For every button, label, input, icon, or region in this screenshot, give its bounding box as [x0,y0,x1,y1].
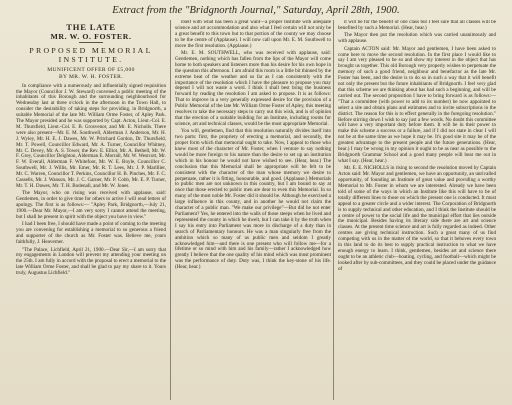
paragraph: Mr. E. E. NICHOLLS in rising to second the resolution moved by Captain Acton said: Mr. Mayor and gentlemen, we have an opportunity, an unrivalled opportunity, of founding an Institute of great value and providing a worthy Memorial to Mr. Foster in whom we are interested. Already we have been told of some of the ways in which an Institute like this will have to be of totally different lines to those on which the present one is conducted. It must appeal to a greater circle and a wider interest. The Corporation of Bridgnorth is to supply technical and other education, and I think the Institute should be a centre of power to the social life and the municipal effort that lies outside the municipal. Besides having its literary side there are art and science classes. At the present time science and art is fully regarded as indeed. Other centres are giving technical instruction. Such a great many of us find competing with us in the matter of the world, so that it behoves every town in this land to do its best to supply practical instruction to what we have enough energy to learn. I think, gentlemen, besides art and science there ought to be an athletic club—boating, cycling, and football—which might be looked after by sub-committees, and they could be placed under the guidance of [338,165,496,272]
article-subtitle-line1: MUNIFICENT OFFER OF £5,000 [47,66,135,73]
paragraph: The Mayor, who on rising was received with applause, said: Gentlemen, in order to give time for others to arrive I will read letters of apology. The first is as follows:— "Apley Park, Bridgnorth,—July 21, 1900.—Dear Mr. Mayor,—I am very sorry I cannot attend the meeting, but I shall be present in spirit with the object you have in view." [16,190,166,221]
paragraph: In compliance with a numerously and influentially signed requisition the Mayor (Councillor J. W. Steward) convened a public meeting of the inhabitants of this Borough and the surrounding neighbourhood for Wednesday last at three o'clock in the afternoon in the Town Hall, to consider the desirability of taking steps for providing, in Bridgnorth, a suitable Memorial of the late Mr. William Orme Foster, of Apley Park. The Mayor presided and he was supported by Capt. Acton, Lieut.-Col. E. M. Thursfield, Lieut.-Col. E. B. Grosvenor, and Mr. E. Nicholls. There were also present—Mr. E. M. Southwell, Alderman J. Anderson, Mr. H. J. Wyley, Mr. H. E. J. Dawes, Mr. W. Pritchard Gordon, Dr. Thursfield, Mr. T. Powell, Councillor Edward, Mr. A. Turner, Councillor Whitney, Mr. C. Devey, Mr. A. S. Tower, the Rev. E. Elliot, Mr. A. Bethell, Mr. W. F. Grey, Councillor Deighton, Alderman E. Morrall, Mr. W. Westcott, Mr. F. W. Everall, Alderman F. Whitefoot, Mr. W. E. Boyle, Councillor C. Southwell, Mr. J. Willis, Mr. Emer, Mr. R. T. Lees, Mr. J. P. Marillier, Mr. C. Warren, Councillor T. Perkins, Councillor H. B. Pinches, Mr. F. C. Cassells, Mr. J. Wanson, Mr. J. C. Garner, Mr. P. Cobb, Mr. E. P. Turner, Mr. T. H. Dawes, Mr. T. H. Bodenall, and Mr. W. Jones. [16,82,166,189]
article-title-line1: THE LATE [66,22,116,32]
title-divider [79,42,103,43]
paragraph: The Mayor then put the resolution which was carried unanimously and with applause. [338,32,496,45]
column-1 [16,20,166,403]
paragraph: Mr. E. M. SOUTHWELL, who was received with applause, said: Gentlemen, nothing which has fallen from the lips of the Mayor will come home to both speakers and listeners more than his desire for his own hope in the question this afternoon. I am afraid this room is a little bit thinned by the extreme heat of the weather and so far as I can consistently with the importance of the resolution which I have the pleasure to propose you may depend I will not waste a word. I think I shall best bring the business forward by reading the resolution I am asked to propose. It is as follows: That to improve in a very generally expressed desire for the provision of a Public Memorial of the late Mr. William Orme Foster of Apley, this meeting resolves to take the necessary steps to carry out this wish, and is of opinion that the erection of a suitable building for an Institute, including rooms for science, art and technical classes, would be the most appropriate Memorial. [175,50,331,127]
article-subtitle-line2: BY MR. W. H. FOSTER. [58,74,124,81]
paragraph: I had I been free, I should have made a point of coming to the meeting you are convening for establishing a memorial to so generous a friend and supporter of the church as Mr. Foster was. Believe me, yours faithfully, J. Heaverner. [16,221,166,246]
article-title-line3: PROPOSED MEMORIAL [29,45,153,55]
paragraph: Captain ACTON said: Mr. Mayor and gentlemen, I have been asked to come here to move the second resolution. In the first place I would like to say I am very pleased to be so and show my interest in the object that has brought us together. This old Borough very properly wishes to perpetuate the memory of such a good friend, neighbour and benefactor as the late Mr. Foster has been, and the desire is to do so in such a way that it will benefit not only the present but the future inhabitants of Bridgnorth. I feel very glad that this scheme we are thinking about has had such a beginning, and will be carried out. The second proposition I have to bring forward is as follows:— "That a committee (with power to add to its number) be now appointed to select a site and obtain plans and estimates and to invite subscriptions in the district. The reason for this is to effect generally in the foregoing resolution." Before stirring down I wish to say just a few words. No doubt this committee will have a very important duty before them. It will be in their power to make this scheme a success or a failure, and if I did not state in clear I will not be at the same time as we hope it may be. It's good site it may be of the greatest advantage to the present people and the future generations. (Hear, hear.) I may be wrong in my opinion it ought to be as near as possible to the Bridgnorth Grammar School and a good many people will bear me out in what I say. (Hear, hear.) [338,45,496,164]
column-rule [333,20,334,400]
paragraph: it will be for the benefit of one class but I feel sure that all classes will be benefited by such a Memorial. (Hear, hear.) [338,20,496,31]
column-rule [170,20,171,400]
column-2 [175,20,331,403]
article-title-line2: MR. W. O. FOSTER. [50,32,132,41]
paragraph: itself with what has been a great want—a proper Institute with adequate science and art accommodation and also what I feel certain will not only be a great benefit to this town but to that portion of the county we may choose to be the centre of (Applause). I will now call upon Mr. E. M. Southwell to move the first resolution. (Applause.) [175,20,331,49]
page-header: Extract from the "Bridgnorth Journal," Saturday, April 28th, 1900. [112,5,400,16]
article-title-line4: INSTITUTE. [58,54,124,64]
column-3 [338,20,496,403]
paragraph: You will, gentlemen, find that this resolution naturally divides itself into two parts: first, the propriety of erecting a memorial, and secondly, the proper form which that memorial ought to take. Now, I appeal to those who knew most of the character of Mr. Foster, when I venture to say nothing would be more foreign to his nature than the desire to set up an institution which in his honour he would not have wished to see. (Hear, hear.) The conclusion that this Memorial shall be appropriate will be felt to be consistent with the character of the man whose memory we desire to perpetuate, rather it is fitting, honourable, and good. (Applause.) Memorials to public men are not unknown in this country, but I am bound to say at once that those erected to public men are dear to even this Memorial. In so many of the most noble Mr. Foster did it should be. Although he exercised a large influence in this county, and in another he would not claim the character of a public man. "We make our privilege"—But did he not enter Parliament? Yes, he entered into the walls of those steeps when he lived and represented the county in which he dwelt, but I can take it by the truth when I say his entry into Parliament was more in discharge of a duty than in search of Parliamentary honours. He was a man singularly free from the ambition which so many of us public men and seldom I greatly acknowledged him—and there is one present who will follow me—for a lifetime or so mind with him and his family—rather I acknowledged how greatly I believe that the one quality of his mind which was most prominent was the performance of duty. Duty was, I think the key-stone of his life. (Hear, hear.) [175,128,331,271]
paragraph: "The Palace, Lichfield, April 21, 1900.—Dear Sir,—I am sorry that my engagements in London will prevent my attending your meeting on the 25th. I am fully in accord with the proposal to erect a memorial to the late William Orme Foster, and shall be glad to pay my share to it. Yours truly, Augustus Lichfield." [16,246,166,277]
